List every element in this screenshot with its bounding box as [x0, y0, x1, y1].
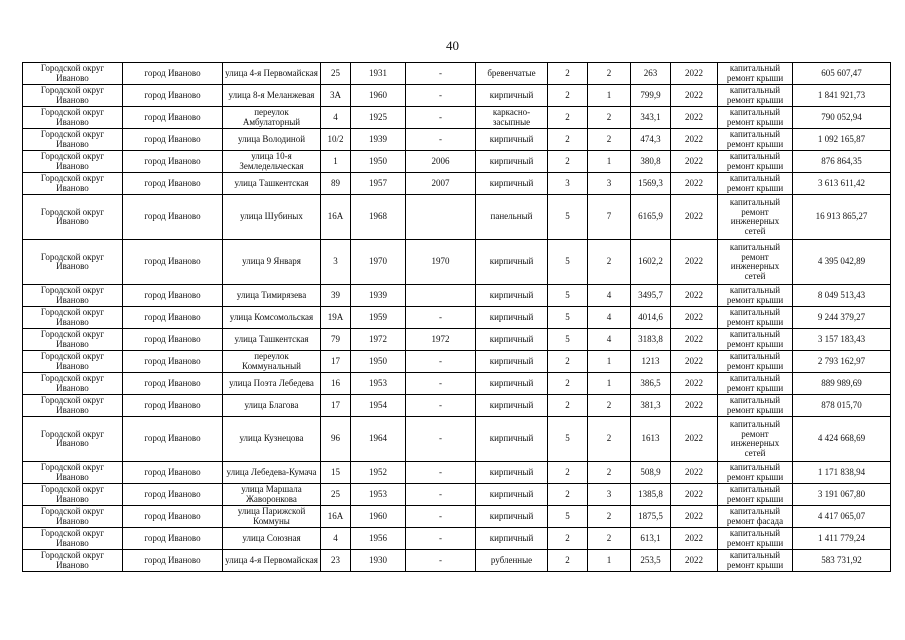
- street-cell: улица 10-я Земледельческая: [223, 151, 321, 173]
- city-cell: город Иваново: [123, 107, 223, 129]
- entrances-cell: 1: [588, 550, 631, 572]
- table-row: [23, 395, 891, 417]
- street-cell: улица Ташкентская: [223, 329, 321, 351]
- table-row: [23, 329, 891, 351]
- city-cell: город Иваново: [123, 550, 223, 572]
- house-number-cell: 4: [321, 107, 351, 129]
- wall-material-cell: кирпичный: [476, 240, 548, 285]
- area-cell: 381,3: [631, 395, 671, 417]
- work-type-cell: капитальный ремонт крыши: [718, 285, 793, 307]
- area-cell: 253,5: [631, 550, 671, 572]
- repair-year-cell: 2022: [671, 173, 718, 195]
- floors-cell: 2: [548, 484, 588, 506]
- wall-material-cell: кирпичный: [476, 151, 548, 173]
- housing-repair-table: [22, 62, 891, 572]
- house-number-cell: 89: [321, 173, 351, 195]
- work-type-cell: капитальный ремонт крыши: [718, 129, 793, 151]
- year-reconstructed-cell: -: [406, 484, 476, 506]
- year-reconstructed-cell: -: [406, 506, 476, 528]
- okrug-cell: Городской округ Иваново: [23, 351, 123, 373]
- floors-cell: 2: [548, 462, 588, 484]
- area-cell: 1875,5: [631, 506, 671, 528]
- year-reconstructed-cell: -: [406, 85, 476, 107]
- city-cell: город Иваново: [123, 173, 223, 195]
- repair-year-cell: 2022: [671, 506, 718, 528]
- wall-material-cell: кирпичный: [476, 484, 548, 506]
- year-built-cell: 1959: [351, 307, 406, 329]
- cost-cell: 4 424 668,69: [793, 417, 891, 462]
- wall-material-cell: бревенчатые: [476, 63, 548, 85]
- year-built-cell: 1972: [351, 329, 406, 351]
- wall-material-cell: кирпичный: [476, 417, 548, 462]
- house-number-cell: 16А: [321, 506, 351, 528]
- okrug-cell: Городской округ Иваново: [23, 528, 123, 550]
- city-cell: город Иваново: [123, 417, 223, 462]
- house-number-cell: 15: [321, 462, 351, 484]
- okrug-cell: Городской округ Иваново: [23, 107, 123, 129]
- floors-cell: 2: [548, 129, 588, 151]
- table-row: [23, 151, 891, 173]
- street-cell: улица 4-я Первомайская: [223, 550, 321, 572]
- area-cell: 4014,6: [631, 307, 671, 329]
- repair-year-cell: 2022: [671, 329, 718, 351]
- entrances-cell: 3: [588, 484, 631, 506]
- cost-cell: 16 913 865,27: [793, 195, 891, 240]
- work-type-cell: капитальный ремонт крыши: [718, 307, 793, 329]
- table-row: [23, 462, 891, 484]
- work-type-cell: капитальный ремонт крыши: [718, 462, 793, 484]
- table-row: [23, 550, 891, 572]
- floors-cell: 5: [548, 307, 588, 329]
- year-reconstructed-cell: -: [406, 550, 476, 572]
- cost-cell: 1 171 838,94: [793, 462, 891, 484]
- year-reconstructed-cell: -: [406, 373, 476, 395]
- okrug-cell: Городской округ Иваново: [23, 285, 123, 307]
- wall-material-cell: кирпичный: [476, 351, 548, 373]
- year-reconstructed-cell: -: [406, 307, 476, 329]
- year-reconstructed-cell: -: [406, 63, 476, 85]
- city-cell: город Иваново: [123, 195, 223, 240]
- cost-cell: 9 244 379,27: [793, 307, 891, 329]
- work-type-cell: капитальный ремонт крыши: [718, 151, 793, 173]
- house-number-cell: 23: [321, 550, 351, 572]
- city-cell: город Иваново: [123, 85, 223, 107]
- work-type-cell: капитальный ремонт крыши: [718, 107, 793, 129]
- area-cell: 3495,7: [631, 285, 671, 307]
- year-built-cell: 1964: [351, 417, 406, 462]
- entrances-cell: 2: [588, 417, 631, 462]
- house-number-cell: 4: [321, 528, 351, 550]
- work-type-cell: капитальный ремонт крыши: [718, 373, 793, 395]
- wall-material-cell: панельный: [476, 195, 548, 240]
- year-built-cell: 1950: [351, 151, 406, 173]
- table-row: [23, 307, 891, 329]
- table-row: [23, 373, 891, 395]
- wall-material-cell: кирпичный: [476, 173, 548, 195]
- year-reconstructed-cell: [406, 285, 476, 307]
- table-row: [23, 285, 891, 307]
- wall-material-cell: кирпичный: [476, 285, 548, 307]
- okrug-cell: Городской округ Иваново: [23, 550, 123, 572]
- repair-year-cell: 2022: [671, 107, 718, 129]
- cost-cell: 1 092 165,87: [793, 129, 891, 151]
- repair-year-cell: 2022: [671, 63, 718, 85]
- cost-cell: 583 731,92: [793, 550, 891, 572]
- okrug-cell: Городской округ Иваново: [23, 85, 123, 107]
- house-number-cell: 16: [321, 373, 351, 395]
- floors-cell: 5: [548, 417, 588, 462]
- work-type-cell: капитальный ремонт инженерных сетей: [718, 240, 793, 285]
- year-built-cell: 1968: [351, 195, 406, 240]
- okrug-cell: Городской округ Иваново: [23, 506, 123, 528]
- city-cell: город Иваново: [123, 151, 223, 173]
- area-cell: 613,1: [631, 528, 671, 550]
- entrances-cell: 1: [588, 351, 631, 373]
- city-cell: город Иваново: [123, 373, 223, 395]
- table-row: [23, 63, 891, 85]
- city-cell: город Иваново: [123, 63, 223, 85]
- area-cell: 1602,2: [631, 240, 671, 285]
- entrances-cell: 4: [588, 285, 631, 307]
- year-built-cell: 1930: [351, 550, 406, 572]
- repair-year-cell: 2022: [671, 373, 718, 395]
- house-number-cell: 96: [321, 417, 351, 462]
- year-built-cell: 1939: [351, 129, 406, 151]
- work-type-cell: капитальный ремонт крыши: [718, 351, 793, 373]
- wall-material-cell: кирпичный: [476, 462, 548, 484]
- table-row: [23, 484, 891, 506]
- wall-material-cell: кирпичный: [476, 395, 548, 417]
- cost-cell: 1 411 779,24: [793, 528, 891, 550]
- floors-cell: 2: [548, 107, 588, 129]
- area-cell: 380,8: [631, 151, 671, 173]
- year-reconstructed-cell: -: [406, 129, 476, 151]
- table-row: [23, 528, 891, 550]
- work-type-cell: капитальный ремонт крыши: [718, 484, 793, 506]
- area-cell: 3183,8: [631, 329, 671, 351]
- entrances-cell: 7: [588, 195, 631, 240]
- year-reconstructed-cell: 2006: [406, 151, 476, 173]
- year-built-cell: 1960: [351, 506, 406, 528]
- year-reconstructed-cell: -: [406, 528, 476, 550]
- wall-material-cell: рубленные: [476, 550, 548, 572]
- street-cell: улица Лебедева-Кумача: [223, 462, 321, 484]
- area-cell: 263: [631, 63, 671, 85]
- repair-year-cell: 2022: [671, 528, 718, 550]
- house-number-cell: 25: [321, 63, 351, 85]
- street-cell: переулок Коммунальный: [223, 351, 321, 373]
- house-number-cell: 3: [321, 240, 351, 285]
- year-reconstructed-cell: -: [406, 107, 476, 129]
- entrances-cell: 1: [588, 151, 631, 173]
- street-cell: улица Парижской Коммуны: [223, 506, 321, 528]
- floors-cell: 5: [548, 285, 588, 307]
- okrug-cell: Городской округ Иваново: [23, 417, 123, 462]
- street-cell: улица 8-я Меланжевая: [223, 85, 321, 107]
- work-type-cell: капитальный ремонт крыши: [718, 173, 793, 195]
- work-type-cell: капитальный ремонт крыши: [718, 528, 793, 550]
- work-type-cell: капитальный ремонт фасада: [718, 506, 793, 528]
- wall-material-cell: кирпичный: [476, 329, 548, 351]
- work-type-cell: капитальный ремонт крыши: [718, 85, 793, 107]
- year-reconstructed-cell: -: [406, 462, 476, 484]
- okrug-cell: Городской округ Иваново: [23, 462, 123, 484]
- cost-cell: 605 607,47: [793, 63, 891, 85]
- floors-cell: 5: [548, 195, 588, 240]
- page-number: 40: [446, 38, 459, 53]
- okrug-cell: Городской округ Иваново: [23, 195, 123, 240]
- year-built-cell: 1952: [351, 462, 406, 484]
- year-reconstructed-cell: [406, 195, 476, 240]
- work-type-cell: капитальный ремонт крыши: [718, 550, 793, 572]
- okrug-cell: Городской округ Иваново: [23, 173, 123, 195]
- table-row: [23, 417, 891, 462]
- house-number-cell: 17: [321, 395, 351, 417]
- repair-year-cell: 2022: [671, 417, 718, 462]
- street-cell: улица Володиной: [223, 129, 321, 151]
- table-row: [23, 240, 891, 285]
- city-cell: город Иваново: [123, 240, 223, 285]
- work-type-cell: капитальный ремонт инженерных сетей: [718, 195, 793, 240]
- repair-year-cell: 2022: [671, 550, 718, 572]
- area-cell: 799,9: [631, 85, 671, 107]
- wall-material-cell: кирпичный: [476, 129, 548, 151]
- street-cell: улица Маршала Жаворонкова: [223, 484, 321, 506]
- cost-cell: 790 052,94: [793, 107, 891, 129]
- house-number-cell: 10/2: [321, 129, 351, 151]
- year-reconstructed-cell: 1970: [406, 240, 476, 285]
- house-number-cell: 3А: [321, 85, 351, 107]
- okrug-cell: Городской округ Иваново: [23, 240, 123, 285]
- entrances-cell: 2: [588, 506, 631, 528]
- entrances-cell: 2: [588, 240, 631, 285]
- table-row: [23, 107, 891, 129]
- floors-cell: 3: [548, 173, 588, 195]
- year-reconstructed-cell: -: [406, 351, 476, 373]
- street-cell: улица Тимирязева: [223, 285, 321, 307]
- okrug-cell: Городской округ Иваново: [23, 151, 123, 173]
- entrances-cell: 1: [588, 373, 631, 395]
- street-cell: улица Шубиных: [223, 195, 321, 240]
- area-cell: 386,5: [631, 373, 671, 395]
- floors-cell: 2: [548, 550, 588, 572]
- repair-year-cell: 2022: [671, 395, 718, 417]
- okrug-cell: Городской округ Иваново: [23, 329, 123, 351]
- work-type-cell: капитальный ремонт крыши: [718, 329, 793, 351]
- cost-cell: 3 157 183,43: [793, 329, 891, 351]
- table-row: [23, 173, 891, 195]
- year-reconstructed-cell: 1972: [406, 329, 476, 351]
- cost-cell: 876 864,35: [793, 151, 891, 173]
- work-type-cell: капитальный ремонт крыши: [718, 395, 793, 417]
- year-reconstructed-cell: 2007: [406, 173, 476, 195]
- work-type-cell: капитальный ремонт крыши: [718, 63, 793, 85]
- wall-material-cell: кирпичный: [476, 307, 548, 329]
- okrug-cell: Городской округ Иваново: [23, 373, 123, 395]
- street-cell: улица 9 Января: [223, 240, 321, 285]
- floors-cell: 5: [548, 506, 588, 528]
- wall-material-cell: кирпичный: [476, 506, 548, 528]
- year-built-cell: 1925: [351, 107, 406, 129]
- repair-year-cell: 2022: [671, 285, 718, 307]
- cost-cell: 3 191 067,80: [793, 484, 891, 506]
- floors-cell: 2: [548, 528, 588, 550]
- street-cell: улица Комсомольская: [223, 307, 321, 329]
- year-reconstructed-cell: -: [406, 417, 476, 462]
- year-built-cell: 1956: [351, 528, 406, 550]
- cost-cell: 1 841 921,73: [793, 85, 891, 107]
- okrug-cell: Городской округ Иваново: [23, 484, 123, 506]
- repair-year-cell: 2022: [671, 151, 718, 173]
- table-row: [23, 85, 891, 107]
- area-cell: 6165,9: [631, 195, 671, 240]
- year-built-cell: 1970: [351, 240, 406, 285]
- street-cell: улица Благова: [223, 395, 321, 417]
- table-row: [23, 195, 891, 240]
- street-cell: улица 4-я Первомайская: [223, 63, 321, 85]
- city-cell: город Иваново: [123, 462, 223, 484]
- floors-cell: 2: [548, 395, 588, 417]
- table-row: [23, 129, 891, 151]
- area-cell: 1385,8: [631, 484, 671, 506]
- house-number-cell: 39: [321, 285, 351, 307]
- area-cell: 508,9: [631, 462, 671, 484]
- year-built-cell: 1939: [351, 285, 406, 307]
- repair-year-cell: 2022: [671, 307, 718, 329]
- repair-year-cell: 2022: [671, 240, 718, 285]
- street-cell: улица Кузнецова: [223, 417, 321, 462]
- repair-year-cell: 2022: [671, 351, 718, 373]
- street-cell: улица Ташкентская: [223, 173, 321, 195]
- house-number-cell: 79: [321, 329, 351, 351]
- area-cell: 1613: [631, 417, 671, 462]
- city-cell: город Иваново: [123, 307, 223, 329]
- year-built-cell: 1953: [351, 484, 406, 506]
- city-cell: город Иваново: [123, 351, 223, 373]
- year-built-cell: 1953: [351, 373, 406, 395]
- entrances-cell: 2: [588, 63, 631, 85]
- cost-cell: 8 049 513,43: [793, 285, 891, 307]
- city-cell: город Иваново: [123, 484, 223, 506]
- floors-cell: 2: [548, 151, 588, 173]
- wall-material-cell: кирпичный: [476, 528, 548, 550]
- cost-cell: 4 417 065,07: [793, 506, 891, 528]
- work-type-cell: капитальный ремонт инженерных сетей: [718, 417, 793, 462]
- city-cell: город Иваново: [123, 528, 223, 550]
- repair-year-cell: 2022: [671, 85, 718, 107]
- repair-year-cell: 2022: [671, 462, 718, 484]
- repair-year-cell: 2022: [671, 484, 718, 506]
- entrances-cell: 2: [588, 129, 631, 151]
- year-built-cell: 1954: [351, 395, 406, 417]
- entrances-cell: 2: [588, 462, 631, 484]
- year-built-cell: 1950: [351, 351, 406, 373]
- house-number-cell: 19А: [321, 307, 351, 329]
- area-cell: 343,1: [631, 107, 671, 129]
- house-number-cell: 25: [321, 484, 351, 506]
- wall-material-cell: каркасно-засыпные: [476, 107, 548, 129]
- cost-cell: 889 989,69: [793, 373, 891, 395]
- okrug-cell: Городской округ Иваново: [23, 307, 123, 329]
- city-cell: город Иваново: [123, 395, 223, 417]
- cost-cell: 3 613 611,42: [793, 173, 891, 195]
- repair-year-cell: 2022: [671, 129, 718, 151]
- entrances-cell: 4: [588, 329, 631, 351]
- floors-cell: 5: [548, 329, 588, 351]
- cost-cell: 878 015,70: [793, 395, 891, 417]
- wall-material-cell: кирпичный: [476, 373, 548, 395]
- cost-cell: 2 793 162,97: [793, 351, 891, 373]
- floors-cell: 2: [548, 85, 588, 107]
- street-cell: улица Поэта Лебедева: [223, 373, 321, 395]
- cost-cell: 4 395 042,89: [793, 240, 891, 285]
- table-row: [23, 351, 891, 373]
- okrug-cell: Городской округ Иваново: [23, 129, 123, 151]
- year-built-cell: 1960: [351, 85, 406, 107]
- year-built-cell: 1931: [351, 63, 406, 85]
- entrances-cell: 2: [588, 528, 631, 550]
- table-row: [23, 506, 891, 528]
- floors-cell: 2: [548, 351, 588, 373]
- entrances-cell: 2: [588, 395, 631, 417]
- year-built-cell: 1957: [351, 173, 406, 195]
- okrug-cell: Городской округ Иваново: [23, 395, 123, 417]
- house-number-cell: 16А: [321, 195, 351, 240]
- house-number-cell: 17: [321, 351, 351, 373]
- floors-cell: 5: [548, 240, 588, 285]
- floors-cell: 2: [548, 63, 588, 85]
- city-cell: город Иваново: [123, 129, 223, 151]
- entrances-cell: 1: [588, 85, 631, 107]
- area-cell: 474,3: [631, 129, 671, 151]
- city-cell: город Иваново: [123, 285, 223, 307]
- area-cell: 1569,3: [631, 173, 671, 195]
- entrances-cell: 2: [588, 107, 631, 129]
- street-cell: улица Союзная: [223, 528, 321, 550]
- repair-year-cell: 2022: [671, 195, 718, 240]
- house-number-cell: 1: [321, 151, 351, 173]
- entrances-cell: 3: [588, 173, 631, 195]
- year-reconstructed-cell: -: [406, 395, 476, 417]
- okrug-cell: Городской округ Иваново: [23, 63, 123, 85]
- floors-cell: 2: [548, 373, 588, 395]
- wall-material-cell: кирпичный: [476, 85, 548, 107]
- street-cell: переулок Амбулаторный: [223, 107, 321, 129]
- city-cell: город Иваново: [123, 506, 223, 528]
- area-cell: 1213: [631, 351, 671, 373]
- entrances-cell: 4: [588, 307, 631, 329]
- city-cell: город Иваново: [123, 329, 223, 351]
